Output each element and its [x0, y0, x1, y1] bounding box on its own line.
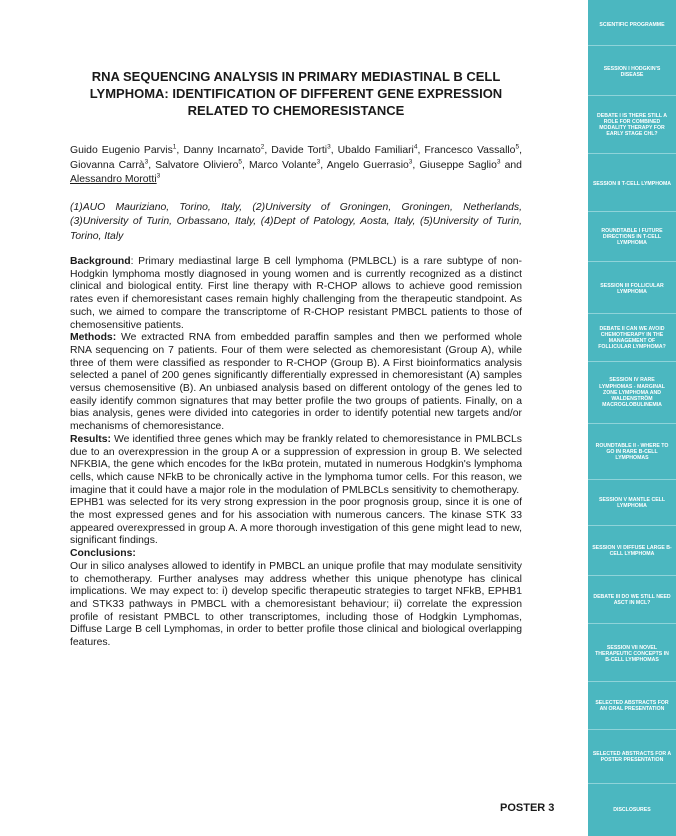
results-paragraph-2: EPHB1 was selected for its very strong expression in the poor prognosis group, since it is one of the most expressed genes and for his association with numerous cancers. The kinase STK 33 appeared overexpressed in group A. A more thorough investigation of this gene might lead to new, significant findings. — [70, 497, 522, 547]
author-name: Marco Volante — [249, 159, 317, 171]
sidebar-nav-label: SESSION VI DIFFUSE LARGE B-CELL LYMPHOMA — [592, 544, 672, 557]
author-affiliation-number: 3 — [144, 158, 149, 166]
sidebar-nav-label: SCIENTIFIC PROGRAMME — [599, 21, 665, 28]
sidebar-divider — [588, 95, 676, 96]
author-affiliation-number: 3 — [327, 143, 331, 151]
sidebar-nav-item[interactable] — [588, 318, 676, 358]
sidebar-nav-label: SELECTED ABSTRACTS FOR AN ORAL PRESENTATION — [595, 699, 669, 712]
sidebar-nav-item[interactable] — [588, 428, 676, 476]
sidebar-nav-item[interactable] — [588, 160, 676, 208]
sidebar-nav-item[interactable] — [588, 216, 676, 258]
author-name: Guido Eugenio Parvis — [70, 145, 173, 156]
methods-paragraph — [70, 332, 522, 434]
sidebar-nav-item[interactable] — [588, 484, 676, 522]
sidebar-divider — [588, 211, 676, 212]
sidebar-nav-item[interactable] — [588, 686, 676, 726]
author-name: Davide Torti — [271, 145, 328, 156]
sidebar-nav-item[interactable] — [588, 530, 676, 572]
author-affiliation-number: 4 — [413, 143, 418, 151]
sidebar-nav-label: DEBATE I IS THERE STILL A ROLE FOR COMBINED MODALITY THERAPY FOR EARLY STAGE CHL? — [597, 112, 667, 138]
paper-title: RNA SEQUENCING ANALYSIS IN PRIMARY MEDIASTINAL B CELL LYMPHOMA: IDENTIFICATION OF DIFFERENT GENE EXPRESSION RELATED TO CHEMORESISTANCE — [89, 69, 503, 118]
poster-number: POSTER 3 — [500, 802, 555, 814]
sidebar-divider — [588, 361, 676, 362]
sidebar-nav-label: SESSION V MANTLE CELL LYMPHOMA — [598, 496, 665, 509]
background-paragraph — [70, 256, 522, 332]
sidebar-nav-item[interactable] — [588, 366, 676, 420]
sidebar-divider — [588, 423, 676, 424]
sidebar-nav-label: SESSION II T-CELL LYMPHOMA — [592, 180, 672, 187]
results-text: We identified three genes which may be frankly related to chemoresistance in PMLBCLs due to an overexpression in the group A or a suppression of expression in group B. We selected NFKBIA, the gene which encodes for the IκBα protein, mutated in numerous Hodgkin's lymphoma cells, which cause NFkB to be chronically active in the lymphoma tumor cells. For this reason, we imagine that it could have a major role in the modulation of PMLBCLs sensitivity to chemotherapy. — [70, 433, 522, 496]
background-text: : Primary mediastinal large B cell lymphoma (PMLBCL) is a rare subtype of non-Hodgkin lymphoma mostly diagnosed in young women and is currently recognized as a distinct clinical and biological entity. First line therapy with R-CHOP allows to achieve good remission rates even if chemoresistant cases remain highly challenging from the therapeutic standpoint. As such, we aimed to compare the transcriptome of R-CHOP resistant PMBCL patients to those of chemosensitive patients. — [70, 256, 522, 331]
sidebar-divider — [588, 261, 676, 262]
methods-label: Methods: — [70, 332, 117, 344]
author-name: Giovanna Carrà — [70, 159, 145, 171]
author-affiliation-number: 3 — [496, 158, 501, 166]
sidebar-nav-item[interactable] — [588, 734, 676, 780]
author-affiliation-number: 3 — [316, 158, 321, 166]
sidebar-divider — [588, 681, 676, 682]
sidebar-nav-label: DEBATE II CAN WE AVOID CHEMOTHERAPY IN THE MANAGEMENT OF FOLLICULAR LYMPHOMA? — [598, 325, 666, 351]
sidebar-nav-label: SESSION I HODGKIN'S DISEASE — [603, 65, 661, 78]
author-name: Alessandro Morotti — [70, 174, 157, 185]
abstract-content — [70, 68, 522, 650]
sidebar-nav-item[interactable] — [588, 580, 676, 620]
affiliations: (1)AUO Mauriziano, Torino, Italy, (2)University of Groningen, Groningen, Netherlands, (3)University of Turin, Orbassano, Italy, (4)Dept of Patology, Aosta, Italy, (5)University of Turin, Torino, Italy — [70, 201, 522, 242]
author-affiliation-number: 3 — [156, 172, 161, 180]
sidebar-nav-label: SESSION III FOLLICULAR LYMPHOMA — [600, 282, 664, 295]
conclusions-text: Our in silico analyses allowed to identify in PMBCL an unique profile that may modulate sensitivity to chemotherapy. Further analyses may address whether this unique phenotype has clinical implications. We may expect to: i) develop specific therapeutic strategies to target NFkB, EPHB1 and STK33 pathways in PMBCL with a chemoresistant behaviour; ii) correlate the expression profile of resistant PMBCL to other transcriptomes, including those of Hodgkin Lymphomas, Diffuse Large B cell Lymphomas, in order to better profile those clinical and biological overlapping features. — [70, 560, 522, 649]
author-name: Angelo Guerrasio — [326, 159, 409, 171]
background-label: Background — [70, 256, 131, 267]
sidebar-divider — [588, 153, 676, 154]
sidebar-divider — [588, 525, 676, 526]
author-affiliation-number: 1 — [172, 143, 177, 151]
author-name: Giuseppe Saglio — [419, 159, 497, 171]
sidebar-nav-label: SESSION VII NOVEL THERAPEUTIC CONCEPTS IN B-CELL LYMPHOMAS — [595, 644, 669, 664]
sidebar-nav-item[interactable] — [588, 630, 676, 678]
author-affiliation-number: 2 — [260, 143, 265, 151]
sidebar-nav-label: DEBATE III DO WE STILL NEED ASCT IN MCL? — [593, 593, 671, 606]
sidebar-nav-label: SELECTED ABSTRACTS FOR A POSTER PRESENTATION — [592, 750, 672, 763]
sidebar-divider — [588, 623, 676, 624]
author-affiliation-number: 5 — [238, 158, 243, 166]
sidebar-nav-item[interactable] — [588, 268, 676, 310]
author-list: Guido Eugenio Parvis$^1$, Danny Incarnato$^2$, Davide Torti$^3$, Ubaldo Familiari$^4$, Francesco Vassallo$^5$, Giovanna Carrà$^3$, Salvatore Oliviero$^5$, Marco Volante$^3$, Angelo Guerrasio$^3$, Giuseppe Saglio$^3$ and Alessandro Morotti$^3$ — [70, 143, 522, 185]
sidebar-divider — [588, 729, 676, 730]
methods-text: We extracted RNA from embedded paraffin samples and then we performed whole RNA sequencing on 7 patients. Four of them were selected as chemoresistant (Group A), while three of them were classified as responder to R-CHOP (Group B). A First bioinformatics analysis selected a panel of 200 genes significantly differentially expressed in chemoresistant (A) samples versus chemosensitive (B). An unbiased analysis based on different ontology of the genes led to easily identify common signatures that may better profile the two groups of patients. Finally, on a bias analysis, genes were divided into categories in order to identify potential new targets and/or mechanisms of chemoresistance. — [70, 332, 522, 433]
sidebar-divider — [588, 783, 676, 784]
results-label: Results: — [70, 433, 111, 445]
results-paragraph — [70, 434, 522, 498]
sidebar-nav-label: SESSION IV RARE LYMPHOMAS - MARGINAL ZONE LYMPHOMA AND WALDENSTRÖM MACROGLOBULINEMIA — [599, 377, 665, 409]
conclusions-label: Conclusions: — [70, 548, 136, 560]
sidebar-nav-item[interactable] — [588, 52, 676, 92]
sidebar-nav-label: DISCLOSURES — [613, 806, 651, 813]
sidebar-divider — [588, 45, 676, 46]
author-affiliation-number: 5 — [515, 143, 520, 151]
sidebar-nav-item[interactable] — [588, 100, 676, 150]
sidebar-nav-label: ROUNDTABLE II - WHERE TO GO IN RARE B-CELL LYMPHOMAS — [595, 442, 669, 462]
sidebar-divider — [588, 313, 676, 314]
author-name: Ubaldo Familiari — [337, 145, 414, 156]
author-name: Salvatore Oliviero — [155, 159, 239, 171]
sidebar-divider — [588, 479, 676, 480]
sidebar-nav-label: ROUNDTABLE I FUTURE DIRECTIONS IN T-CELL LYMPHOMA — [601, 227, 663, 247]
author-name: Danny Incarnato — [183, 145, 261, 156]
section-sidebar — [588, 0, 676, 836]
sidebar-divider — [588, 575, 676, 576]
author-affiliation-number: 3 — [408, 158, 413, 166]
author-name: Francesco Vassallo — [424, 145, 516, 156]
sidebar-nav-item[interactable] — [588, 8, 676, 42]
sidebar-nav-item[interactable] — [588, 788, 676, 832]
